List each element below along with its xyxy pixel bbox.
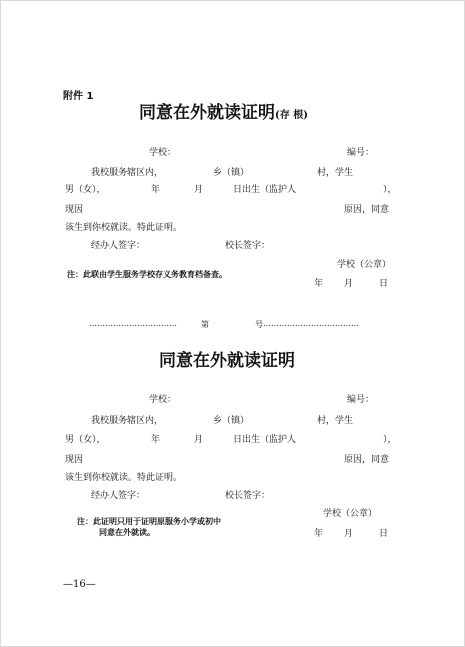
cert-row2-c: 月: [194, 435, 204, 445]
cert-handler-label: 经办人签字：: [91, 491, 146, 501]
certificate-title: 同意在外就读证明: [159, 351, 295, 371]
stub-row1-c: 村，学生: [317, 168, 354, 178]
cert-date-month: 月: [344, 529, 354, 539]
cert-row1-a: 我校服务辖区内，: [91, 416, 164, 426]
attachment-label: 附件 1: [63, 91, 94, 102]
stub-row4: 该生到你校就读。特此证明。: [65, 223, 183, 233]
divider-hao: 号: [255, 320, 263, 329]
divider-dots-left: ……………………………: [89, 319, 177, 328]
stub-date-day: 日: [379, 279, 389, 289]
divider-dots-right: ………………………………: [263, 319, 359, 328]
page-number: —16—: [63, 579, 96, 590]
cert-note-line2: 同意在外就读。: [99, 528, 155, 537]
stub-row3-a: 现因: [65, 205, 84, 215]
cert-row2-d: 日出生（监护人: [233, 435, 297, 445]
cert-row3-b: 原因，同意: [344, 455, 390, 465]
cert-row2-a: 男（女），: [65, 435, 106, 445]
stub-title-suffix: (存 根): [275, 110, 308, 121]
cert-seal-label: 学校（公章）: [323, 509, 378, 519]
stub-seal-label: 学校（公章）: [337, 260, 392, 270]
stub-row2-e: ），: [383, 185, 397, 195]
stub-school-label: 学校：: [149, 148, 177, 158]
stub-row2-d: 日出生（监护人: [233, 185, 297, 195]
cert-number-label: 编号：: [347, 395, 375, 405]
stub-row2-c: 月: [194, 185, 204, 195]
cert-note-line1: 注：此证明只用于证明原服务小学或初中: [77, 517, 221, 526]
stub-title-main: 同意在外就读证明: [139, 103, 275, 123]
stub-title: [139, 102, 308, 127]
stub-row1-b: 乡（镇）: [213, 168, 250, 178]
stub-row1-a: 我校服务辖区内，: [91, 168, 164, 178]
stub-number-label: 编号：: [347, 148, 375, 158]
divider-di: 第: [201, 320, 209, 329]
stub-date-month: 月: [344, 279, 354, 289]
cert-row2-b: 年: [151, 435, 161, 445]
cert-date-day: 日: [379, 529, 389, 539]
stub-row3-b: 原因，同意: [344, 205, 390, 215]
cert-row1-b: 乡（镇）: [213, 416, 250, 426]
stub-row2-b: 年: [151, 185, 161, 195]
stub-row2-a: 男（女），: [65, 185, 106, 195]
cert-school-label: 学校：: [149, 395, 177, 405]
cert-row3-a: 现因: [65, 455, 84, 465]
stub-principal-label: 校长签字：: [225, 241, 271, 251]
cert-principal-label: 校长签字：: [225, 491, 271, 501]
cert-row1-c: 村，学生: [317, 416, 354, 426]
stub-date-year: 年: [314, 279, 324, 289]
cert-date-year: 年: [314, 529, 324, 539]
stub-handler-label: 经办人签字：: [91, 241, 146, 251]
stub-note: 注：此联由学生服务学校存义务教育档备查。: [67, 270, 227, 279]
cert-row2-e: ），: [383, 435, 397, 445]
cert-row4: 该生到你校就读。特此证明。: [65, 473, 183, 483]
